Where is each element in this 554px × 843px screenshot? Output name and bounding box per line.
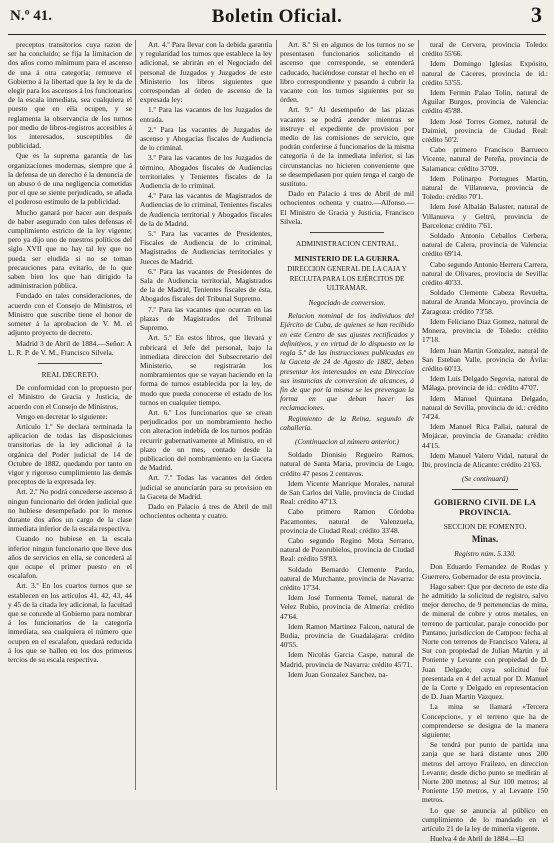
ministry-heading: MINISTERIO DE LA GUERRA. bbox=[294, 254, 400, 264]
paragraph: preceptos transitorios cuya razon de ser ha concluido; se fija la limitacion de dos años como mínimum para el ascenso de una á otra categoría; remueve el Gobierno á la libertad que la ley le da de elegir para los ascensos á los funcionarios de la escala inmediata, sea cualquiera el puesto que en ella ocupen, y se reglamenta la observancia de los turnos por medio de libros-registros accesibles á los interesados, susceptibles de publicidad. bbox=[8, 40, 132, 151]
relacion-paragraph: Relacion nominal de los individuos del Ejército de Cuba, de quienes se han recibido en este Centro de sus ajustes rectificados y definitivos, y en virtud de lo dispuesto en la regla 5.ª de las instrucciones publicadas en la Gaceta de 24 de Agosto de 1882, deben presentar los interesados en esta Direccion sus instancias de conversion de alcances, á fin de que por la misma se les prevengan la forma en que deban hacer las reclamaciones. bbox=[280, 311, 414, 413]
paragraph: Se tendrá por punto de partida una zanja que se hará distante unos 200 metros del arroyo Frailezo, en direccion Levante; desde dicho punto se medirán al Norte 200 metros; al Sur 100 metros; al Poniente 150 metros, y al Levante 150 metros. bbox=[422, 740, 548, 805]
minas-heading: Minas. bbox=[471, 533, 499, 544]
page-header bbox=[0, 0, 554, 34]
paragraph: Artículo 1.º Se declara terminada la aplicacion de todas las disposiciones transitorias de la ley adicional á la orgánica del Poder judicial de 14 de Octubre de 1882, quedando por tanto en vigor y rigoroso cumplimiento las demás preceptos de la expresada ley. bbox=[8, 421, 132, 487]
header-rule bbox=[8, 34, 546, 35]
section-heading: SECCION DE FOMENTO. bbox=[443, 521, 527, 531]
list-item: Cabo primero Ramon Córdoba Pacamontes, natural de Valenzuela, provincia de Ciudad Real: crédito 33'48. bbox=[280, 507, 414, 535]
list-item: Cabo primero Francisco Barrueco Vicente, natural de Pereña, provincia de Salamanca: crédito 37'09. bbox=[422, 145, 548, 173]
paragraph: Art. 5.º En estos libros, que llevará y rubricará el Jefe del personal, bajo la inmediata direccion del Subsecretario del Ministerio, se registrarán los nombramientos que se vayan haciendo en la forma de turnos establecida por la ley, de modo que pueda conocerse el estado de los turnos en cualquier tiempo. bbox=[140, 333, 272, 407]
paragraph: Mucho ganará por hacer aun después de haber asegurado con tales defensas el cumplimiento estricto de la ley vigente; pero ya dijo uno de nuestros políticos del siglo XVII que no hay tal ley que no pueda ser eludida si no se toman precauciones para evitarlo, de lo que saben bien los que han dirigido la administracion pública. bbox=[8, 207, 132, 291]
admin-heading: ADMINISTRACION CENTRAL. bbox=[295, 239, 399, 249]
list-item: Idem José Tormenta Ternel, natural de Velez Rubio, provincia de Almería: crédito 47'64. bbox=[280, 593, 414, 621]
column-1 bbox=[8, 40, 132, 794]
government-heading: GOBIERNO CIVIL DE LA PROVINCIA. bbox=[434, 497, 536, 517]
list-item: Idem Polinarpo Portugues Martin, natural de Villanueva, provincia de Toledo: crédito 70'1. bbox=[422, 173, 548, 202]
list-item: Idem José Torres Gomez, natural de Daimiel, provincia de Ciudad Real: crédito 50'2. bbox=[422, 116, 548, 145]
regimiento-line: Regimiento de la Reina, segundo de caballería. bbox=[280, 413, 414, 432]
paragraph: La mina se llamará «Tercera Concepcion», y el terreno que ha de comprenderse se designa de la manera siguiente: bbox=[422, 702, 548, 740]
list-item: tural de Cervera, provincia Toledo: crédito 55'66. bbox=[422, 40, 548, 59]
paragraph: Dado en Palacio á tres de Abril de mil ochocientos ochenta y cuatro. bbox=[140, 501, 272, 521]
paragraph: Huelva 4 de Abril de 1884.—El bbox=[430, 834, 525, 843]
paragraph: 3.º Para las vacantes de los Juzgados de término, Abogados fiscales de Audiencias territoriales y Tenientes fiscales de la Audiencia de lo criminal. bbox=[140, 153, 272, 191]
list-item: Idem Luis Delgado Segovia, natural de Málaga, provincia de id.: crédito 47'07. bbox=[422, 374, 548, 393]
paragraph: 7.º Para las vacantes que ocurran en las plazas de Magistrados del Tribunal Supremo. bbox=[140, 304, 272, 333]
list-item: Soldado Dionisio Regueiro Ramos, natural de Santa Maria, provincia de Lugo, crédito 47 pesos 2 centavos. bbox=[280, 450, 414, 478]
direction-heading: DIRECCION GENERAL DE LA CAJA Y RECLUTA PARA LOS EJÉRCITOS DE ULTRAMAR. bbox=[287, 265, 407, 292]
list-item: Idem Ramon Martinez Falcon, natural de Budia, provincia de Guadalajara: crédito 40'55. bbox=[280, 621, 414, 650]
column-2 bbox=[140, 40, 272, 794]
list-item: Idem Domingo Iglesias Expósito, natural de Cáceres, provincia de id.: crédito 53'55. bbox=[422, 59, 548, 87]
publication-title: Boletin Oficial. bbox=[211, 6, 343, 27]
list-item: Idem Nicolás Garcia Caspe, natural de Madrid, provincia de Navarra: crédito 45'71. bbox=[280, 650, 414, 669]
paragraph: Cuando no hubiese en la escala inferior ningun funcionario que lleve dos años de servicios en ella, se concederá al que ocupe el primer puesto en el escalafon. bbox=[8, 534, 132, 581]
paragraph: Art. 9.º Al desempeño de las plazas vacantes se podrá atender mientras se instruye el expediente de provision por medio de las comisiones de servicio, que podrán conferirse á funcionarios de la misma categoría ó de la inmediata inferior, si las circunstancias no hicieren conveniente que se desempeñasen por quien tenga el cargo de sustituto. bbox=[280, 105, 414, 189]
paragraph: Dado en Palacio á tres de Abril de mil ochocientos ochenta y cuatro.—Alfonso.—El Ministro de Gracia y Justicia, Francisco Silvela. bbox=[280, 189, 414, 226]
negociado-heading: Negociado de conversion. bbox=[308, 298, 386, 308]
page-number: 3 bbox=[531, 2, 542, 27]
paragraph: Que es la suprema garantía de las organizaciones modernas, siempre que á la defensa de un derecho é la denuncia de un abuso ó de una negligencia cometidas por el que se siente perjudicado, se añada el poderoso estímulo de la publicidad. bbox=[8, 151, 132, 207]
paragraph: 4.º Para las vacantes de Magistrados de Audiencias de lo criminal, Tenientes fiscales de Audiencia territorial y Abogados fiscales de la de Madrid. bbox=[140, 191, 272, 228]
list-item: Idem Juan Martin Gonzalez, natural de San Esteban Valle, provincia de Ávila: crédito 60'13. bbox=[422, 345, 548, 373]
column-divider bbox=[276, 40, 277, 790]
column-4 bbox=[422, 40, 549, 843]
paragraph: 2.º Para las vacantes de Juzgados de ascenso y Abogacías fiscales de Audiencia de lo criminal. bbox=[140, 124, 272, 153]
paragraph: Art. 2.º No podrá concederse ascenso á ningun funcionario del órden judicial que no hubiese desempeñado por lo menos durante dos años un cargo de la clase inmediata inferior de la escala respectiva. bbox=[8, 487, 132, 534]
column-divider bbox=[135, 40, 136, 790]
paragraph: Art. 4.º Para llevar con la debida garantía y regularidad los turnos que establece la ley adicional, se abrirán en el Negociado del personal de Juzgados y Juzgados de este Ministerio los libros siguientes que correspondan al órden de ascenso de la expresada ley: bbox=[140, 40, 272, 105]
list-item: Idem Feliciano Diaz Gomez, natural de Monera, provincia de Toledo: crédito 17'18. bbox=[422, 316, 548, 345]
list-item: Idem Juan Gonzalez Sanchez, na- bbox=[288, 669, 388, 679]
paragraph: Art. 3.º En los cuartos turnos que se establecen en los artículos 41, 42, 43, 44 y 45 de la citada ley adicional, la facultad que se concede al Gobierno para nombrar á los funcionarios de la categoría inmediata, sea cualquiera el número que ocupen en el escalafon, quedará reducida á los que se hallen en los dos primeros tercios de su escala respectiva. bbox=[8, 581, 132, 664]
list-item: Idem Vicente Manrique Morales, natural de San Carlos del Valle, provincia de Ciudad Real: crédito 47'13. bbox=[280, 478, 414, 507]
paragraph: Don Eduardo Fernandez de Rodas y Guerrero, Gobernador de esta provincia. bbox=[422, 562, 548, 581]
continuation-note: (Se continuará) bbox=[461, 474, 509, 484]
list-item: Cabo segundo Regino Mota Serrano, natural de Pozorubielos, provincia de Ciudad Real: crédito 59'83. bbox=[280, 535, 414, 564]
list-item: Idem Manuel Rica Pallai, natural de Mojácar, provincia de Granada: crédito 44'15. bbox=[422, 422, 548, 450]
registro-line: Registro núm. 5.330. bbox=[454, 549, 516, 559]
separator bbox=[38, 363, 102, 364]
paragraph: Art. 6.º Los funcionarios que se crean perjudicados por un nombramiento hecho con alteracion indebida de los turnos podrán recurrir gubernativamente al Ministro, en el plazo de un mes, contado desde la publicacion del nombramiento en la Gaceta de Madrid. bbox=[140, 407, 272, 473]
list-item: Soldado Antonio Ceballos Cerbera, natural de Calera, provincia de Valencia: crédito 69'14. bbox=[422, 231, 548, 259]
paragraph: Hago saber: Que por decreto de este día he admitido la solicitud de registro, salvo mejor derecho, de 9 pertenencias de mina, de mineral de cobre y otros metales, en terreno de particular, paraje conocido por Pantano, jurisdiccion de Campoo: fecha al Norte con terrenos de Francisco Valera, al Sur con propiedad de Julian Martin y al Poniente y Levante con propiedad de D. Juan Delgado; cuya solicitud fué presentada en 4 del actual por D. Manuel de la Corte y Delgado en representacion de D. Juan Martin Vazquez. bbox=[422, 581, 548, 702]
separator bbox=[310, 232, 384, 233]
paragraph: 1.º Para las vacantes de los Juzgados de entrada. bbox=[140, 105, 272, 124]
paragraph: Art. 8.º Si en algunos de los turnos no se presentasen funcionarios solicitando el ascenso que corresponde, se entenderá caducado, haciéndose constar el hecho en el libro correspondiente y pasando á cubrir la vacante con los turnos siguientes por su órden. bbox=[280, 40, 414, 105]
paragraph: Madrid 3 de Abril de 1884.—Señor: A L. R. P. de V. M., Francisco Silvela. bbox=[8, 338, 132, 357]
decree-heading: REAL DECRETO. bbox=[41, 369, 99, 379]
list-item: Idem Manuel Quintana Delgado, natural de Sevilla, provincia de id.: crédito 74'24. bbox=[422, 393, 549, 421]
list-item: Idem Manuel Valero Vidal, natural de Ibi, provincia de Alicante: crédito 21'63. bbox=[422, 450, 548, 469]
paragraph: Art. 7.º Todas las vacantes del órden judicial se anunciarán para su provision en la Gaceta de Madrid. bbox=[140, 473, 272, 501]
paragraph: De conformidad con lo propuesto por el Ministro de Gracia y Justicia, de acuerdo con el Consejo de Ministros, bbox=[8, 383, 132, 411]
column-3 bbox=[280, 40, 414, 794]
list-item: Idem José Albalán Balaster, natural de Villanueva y Geltrú, provincia de Barcelona: crédito 7'61. bbox=[422, 202, 548, 230]
paragraph: 6.º Para las vacantes de Presidentes de Sala de Audiencia territorial, Magistrados de la de Madrid, Tenientes fiscales de ésta, Abogados fiscales del Tribunal Supremo. bbox=[140, 266, 272, 304]
paragraph: Lo que se anuncia al público en cumplimiento de lo mandado en el artículo 21 de la ley de minería vigente. bbox=[422, 805, 548, 834]
paragraph: 5.º Para las vacantes de Presidentes, Fiscales de Audiencia de lo criminal, Magistrados de Audiencias territoriales y Jueces de Madrid. bbox=[140, 229, 272, 266]
continuation-note: (Continuacion al número anterior.) bbox=[294, 436, 399, 446]
issue-number: N.º 41. bbox=[10, 8, 53, 24]
list-item: Cabo segundo Antonio Herrera Carrera, natural de Olivares, provincia de Sevilla: crédito 40'33. bbox=[422, 259, 549, 288]
list-item: Soldado Clemente Cabeza Revuelta, natural de Aranda Moncayo, provincia de Zaragoza: crédito 73'58. bbox=[422, 288, 548, 316]
separator bbox=[452, 489, 518, 490]
paragraph: Fundado en tales consideraciones, de acuerdo con el Consejo de Ministros, el Ministro que suscribe tiene el honor de someter á la aprobacion de V. M. el adjunto proyecto de decreto. bbox=[8, 291, 132, 338]
paragraph: Vengo en decretar lo siguiente: bbox=[16, 411, 108, 421]
list-item: Idem Fermin Palao Tolin, natural de Aguilar Burgos, provincia de Valencia: crédito 45'88. bbox=[422, 88, 548, 116]
list-item: Soldado Bernardo Clemente Pardo, natural de Murchante, provincia de Navarra: crédito 17'34. bbox=[280, 564, 414, 592]
column-divider bbox=[418, 40, 419, 790]
